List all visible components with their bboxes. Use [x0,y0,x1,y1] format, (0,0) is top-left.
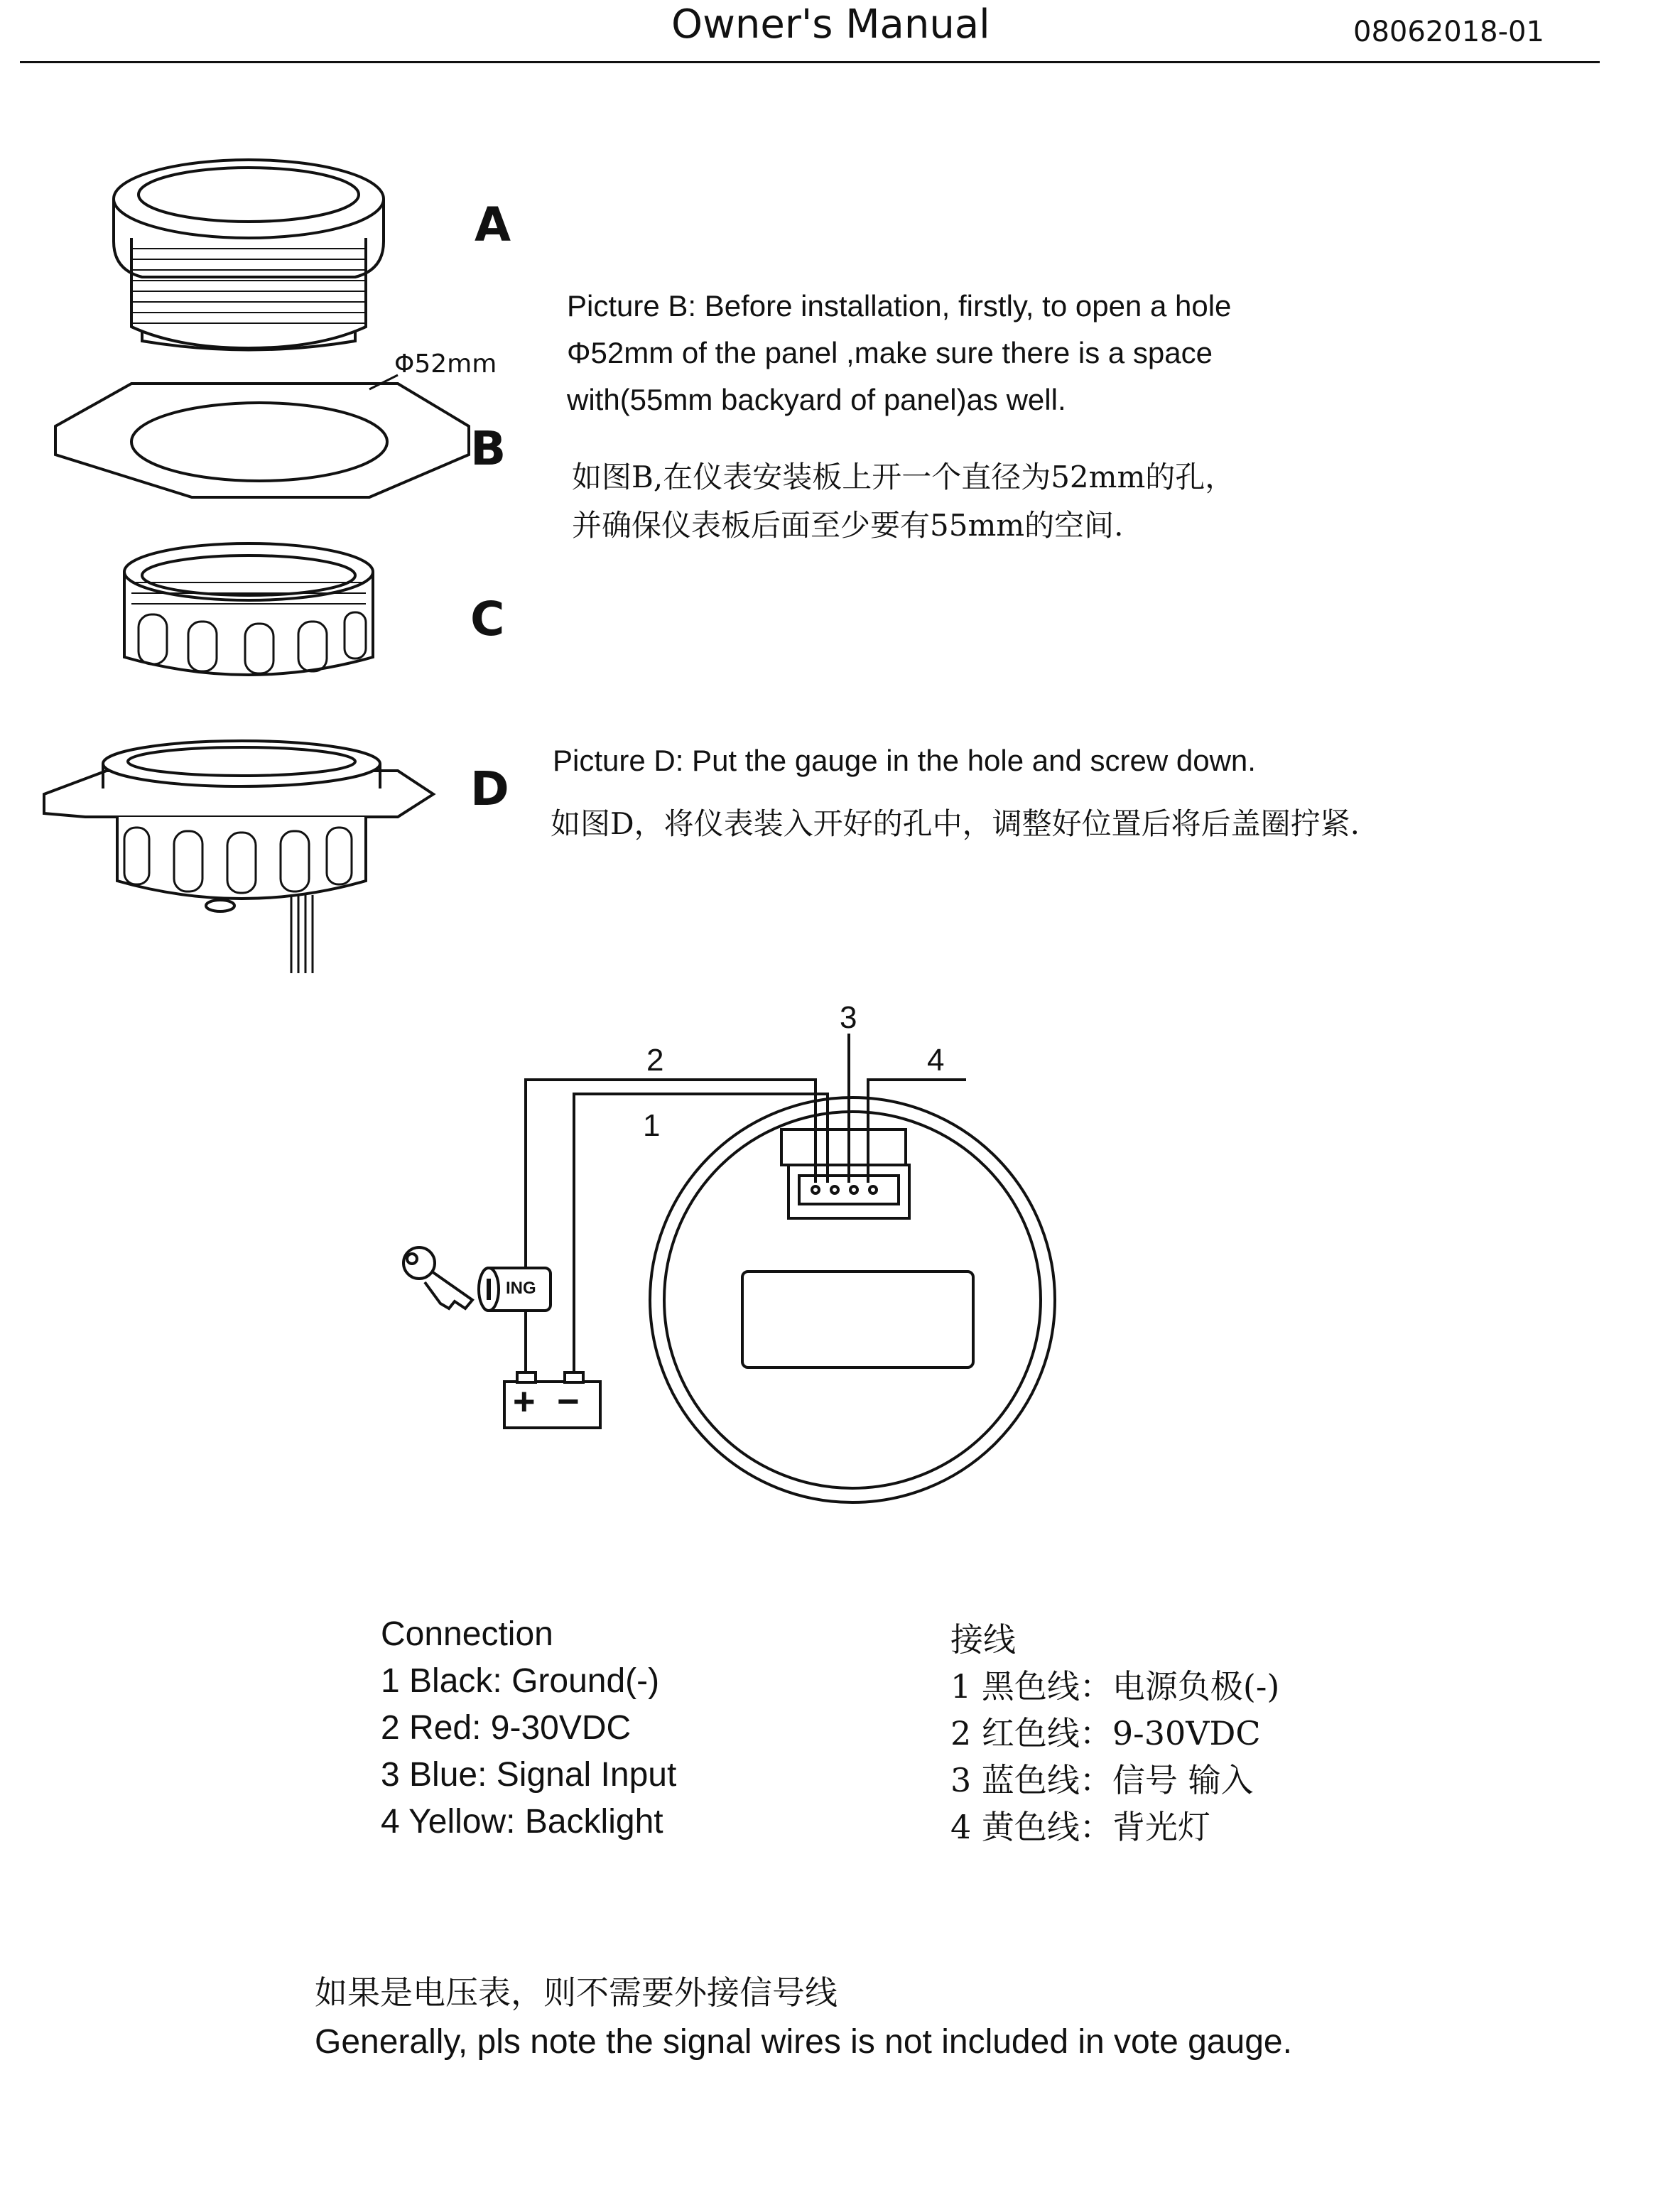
step-letter-d: D [470,762,509,816]
page-title: Owner's Manual [671,1,990,48]
text-line: 如图B,在仪表安装板上开一个直径为52mm的孔， [572,460,1235,494]
step-letter-c: C [470,592,505,646]
connection-list-cn [950,1616,1279,1850]
note-cn: 如果是电压表，则不需要外接信号线 [315,1973,838,2012]
text-line: Picture B: Before installation, firstly, to open a hole [567,289,1232,323]
step-letter-a: A [475,197,511,252]
wire-number-2: 2 [646,1043,664,1078]
panel-drawing [55,375,469,497]
list-item: 3 Blue: Signal Input [381,1756,677,1794]
picture-b-text-cn [572,453,1235,550]
battery-plus: + [513,1380,536,1423]
list-item: 3 蓝色线：信号 输入 [950,1761,1254,1799]
list-item: 2 红色线：9-30VDC [950,1714,1261,1752]
list-item: 4 黄色线：背光灯 [950,1808,1210,1846]
picture-d-text-cn: 如图D，将仪表装入开好的孔中，调整好位置后将后盖圈拧紧. [551,806,1360,841]
ring-nut-drawing [124,543,373,675]
list-item: 4 Yellow: Backlight [381,1803,663,1841]
document-code: 08062018-01 [1353,16,1544,48]
wiring-diagram [403,1034,1055,1502]
step-letter-b: B [470,421,506,476]
connection-title: 接线 [950,1620,1016,1659]
wire-number-4: 4 [927,1043,945,1078]
text-line: Φ52mm of the panel ,make sure there is a space [567,336,1213,369]
battery-minus: − [557,1380,580,1423]
wire-number-1: 1 [643,1108,661,1143]
list-item: 1 Black: Ground(-) [381,1662,660,1700]
list-item: 2 Red: 9-30VDC [381,1709,632,1747]
wire-number-3: 3 [840,1000,857,1035]
text-line: with(55mm backyard of panel)as well. [567,383,1066,416]
gauge-body-drawing [114,160,384,350]
ignition-label: ING [506,1279,536,1298]
connection-title: Connection [381,1615,553,1653]
text-line: 并确保仪表板后面至少要有55mm的空间. [572,508,1124,543]
hole-diameter-label: Φ52mm [394,349,497,379]
connection-list-en [381,1611,676,1846]
assembled-gauge-drawing [44,741,433,973]
picture-d-text-en: Picture D: Put the gauge in the hole and screw down. [553,744,1256,777]
note-en: Generally, pls note the signal wires is not included in vote gauge. [315,2023,1292,2061]
picture-b-text-en [567,283,1231,423]
list-item: 1 黑色线：电源负极(-) [950,1667,1280,1706]
